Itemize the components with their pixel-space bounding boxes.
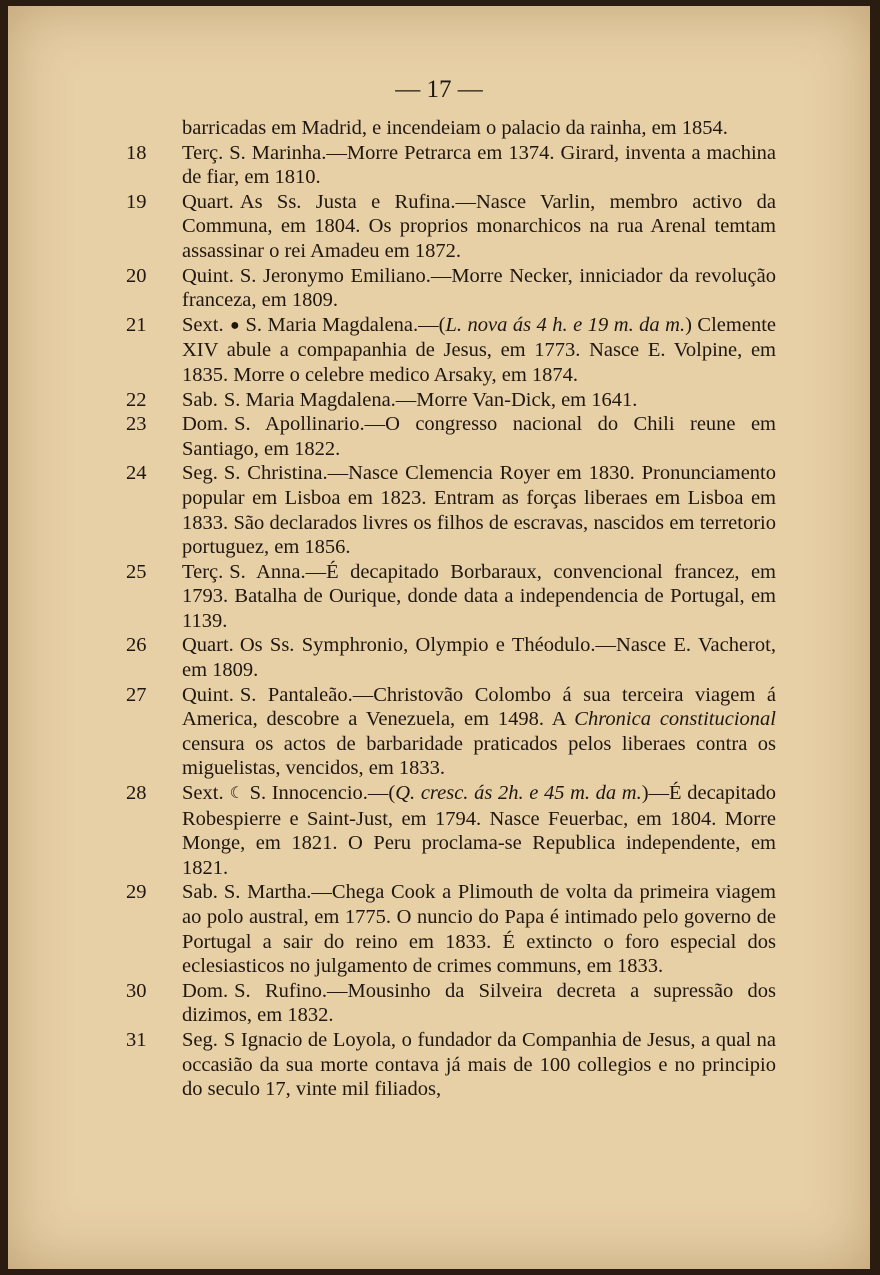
entry-text: ) Clemente XIV abule a compapanhia de Jesus, em 1773. Nasce E. Volpine, em 1835. Morre o celebre medico Arsaky, em 1874. [182,313,776,386]
book-page [8,6,870,1269]
weekday: Sext. [182,782,224,805]
calendar-entry [126,781,776,880]
entry-text: S. Marinha.—Morre Petrarca em 1374. Girard, inventa a machina de fiar, em 1810. [182,141,776,189]
day-number: 25 [126,560,147,583]
calendar-entry [126,388,776,413]
calendar-entry [126,141,776,190]
entry-text: S. Jeronymo Emiliano.—Morre Necker, inniciador da revolução franceza, em 1809. [182,264,776,312]
moon-phase-note: Q. cresc. ás 2h. e 45 m. da m. [395,782,642,805]
weekday: Terç. [182,141,224,164]
entry-text: S. Christina.—Nasce Clemencia Royer em 1830. Pronunciamento popular em Lisboa em 1823. Entram as forças liberaes em Lisboa em 1833. São declarados livres os filhos de escravas, nascidos em terretorio portuguez, em 1856. [182,462,776,559]
day-number: 26 [126,634,147,657]
page-number: — 17 — [395,76,483,103]
calendar-entry [126,633,776,682]
entry-text: S. Anna.—É decapitado Borbaraux, convencional francez, em 1793. Batalha de Ourique, donde data a independencia de Portugal, em 1139. [182,560,776,632]
calendar-entry [126,313,776,388]
day-number: 22 [126,388,147,411]
weekday: Quart. [182,634,234,657]
calendar-entries [126,116,776,1102]
calendar-entry [126,880,776,978]
weekday: Seg. [182,1028,218,1051]
weekday: Seg. [182,462,218,485]
weekday: Dom. [182,979,229,1002]
entry-text: S. Maria Magdalena.—( [245,313,446,336]
weekday: Sab. [182,881,218,904]
calendar-entry [126,264,776,313]
weekday: Quart. [182,190,234,213]
day-number: 24 [126,462,147,485]
weekday: Terç. [182,560,224,583]
weekday: Quint. [182,683,234,706]
calendar-entry [126,1028,776,1102]
day-number: 20 [126,264,147,287]
entry-text: As Ss. Justa e Rufina.—Nasce Varlin, membro activo da Communa, em 1804. Os proprios monarchicos na rua Arenal temtam assassinar o rei Amadeu em 1872. [182,190,776,262]
day-number: 18 [126,141,147,164]
calendar-entry [126,683,776,781]
moon-phase-note: L. nova ás 4 h. e 19 m. da m. [445,313,686,336]
day-number: 28 [126,782,147,805]
day-number: 23 [126,413,147,436]
calendar-entry [126,190,776,264]
weekday: Sext. [182,313,224,336]
day-number: 19 [126,190,147,213]
day-number: 30 [126,979,147,1002]
crescent-moon-icon: ☾ [229,785,244,803]
weekday: Dom. [182,413,229,436]
continuation-text: barricadas em Madrid, e incendeiam o palacio da rainha, em 1854. [182,117,728,139]
entry-text: S Ignacio de Loyola, o fundador da Companhia de Jesus, a qual na occasião da sua morte contava já mais de 100 collegios e no principio do seculo 17, vinte mil filiados, [182,1028,776,1101]
entry-text: S. Innocencio.—( [249,782,396,805]
calendar-entry [126,560,776,634]
weekday: Quint. [182,264,234,287]
calendar-entry [126,461,776,559]
entry-text: S. Rufino.—Mousinho da Silveira decreta a supressão dos dizimos, em 1832. [182,979,776,1027]
day-number: 31 [126,1028,147,1051]
entry-text: )—É decapitado Robespierre e Saint-Just, em 1794. Nasce Feuerbac, em 1804. Morre Monge, em 1821. O Peru proclama-se Republica independente, em 1821. [182,782,777,879]
new-moon-icon: ● [229,316,240,334]
calendar-entry [126,412,776,461]
day-number: 29 [126,881,147,904]
calendar-entry [126,979,776,1028]
entry-text: S. Pantaleão.—Christovão Colombo á sua terceira viagem á America, descobre a Venezuela, em 1498. A [182,683,776,731]
day-number: 21 [126,313,147,336]
newspaper-title: Chronica constitucional [574,708,776,731]
entry-text: Os Ss. Symphronio, Olympio e Théodulo.—Nasce E. Vacherot, em 1809. [182,634,776,682]
weekday: Sab. [182,388,218,411]
day-number: 27 [126,683,147,706]
entry-text: censura os actos de barbaridade praticados pelos liberaes contra os miguelistas, vencidos, em 1833. [182,732,776,780]
entry-text: S. Maria Magdalena.—Morre Van-Dick, em 1641. [223,388,638,411]
entry-text: S. Martha.—Chega Cook a Plimouth de volta da primeira viagem ao polo austral, em 1775. O nuncio do Papa é intimado pelo governo de Portugal a sair do reino em 1833. É extincto o foro especial dos eclesiasticos no julgamento de crimes communs, em 1833. [182,881,776,978]
entry-text: S. Apollinario.—O congresso nacional do Chili reune em Santiago, em 1822. [182,413,776,460]
